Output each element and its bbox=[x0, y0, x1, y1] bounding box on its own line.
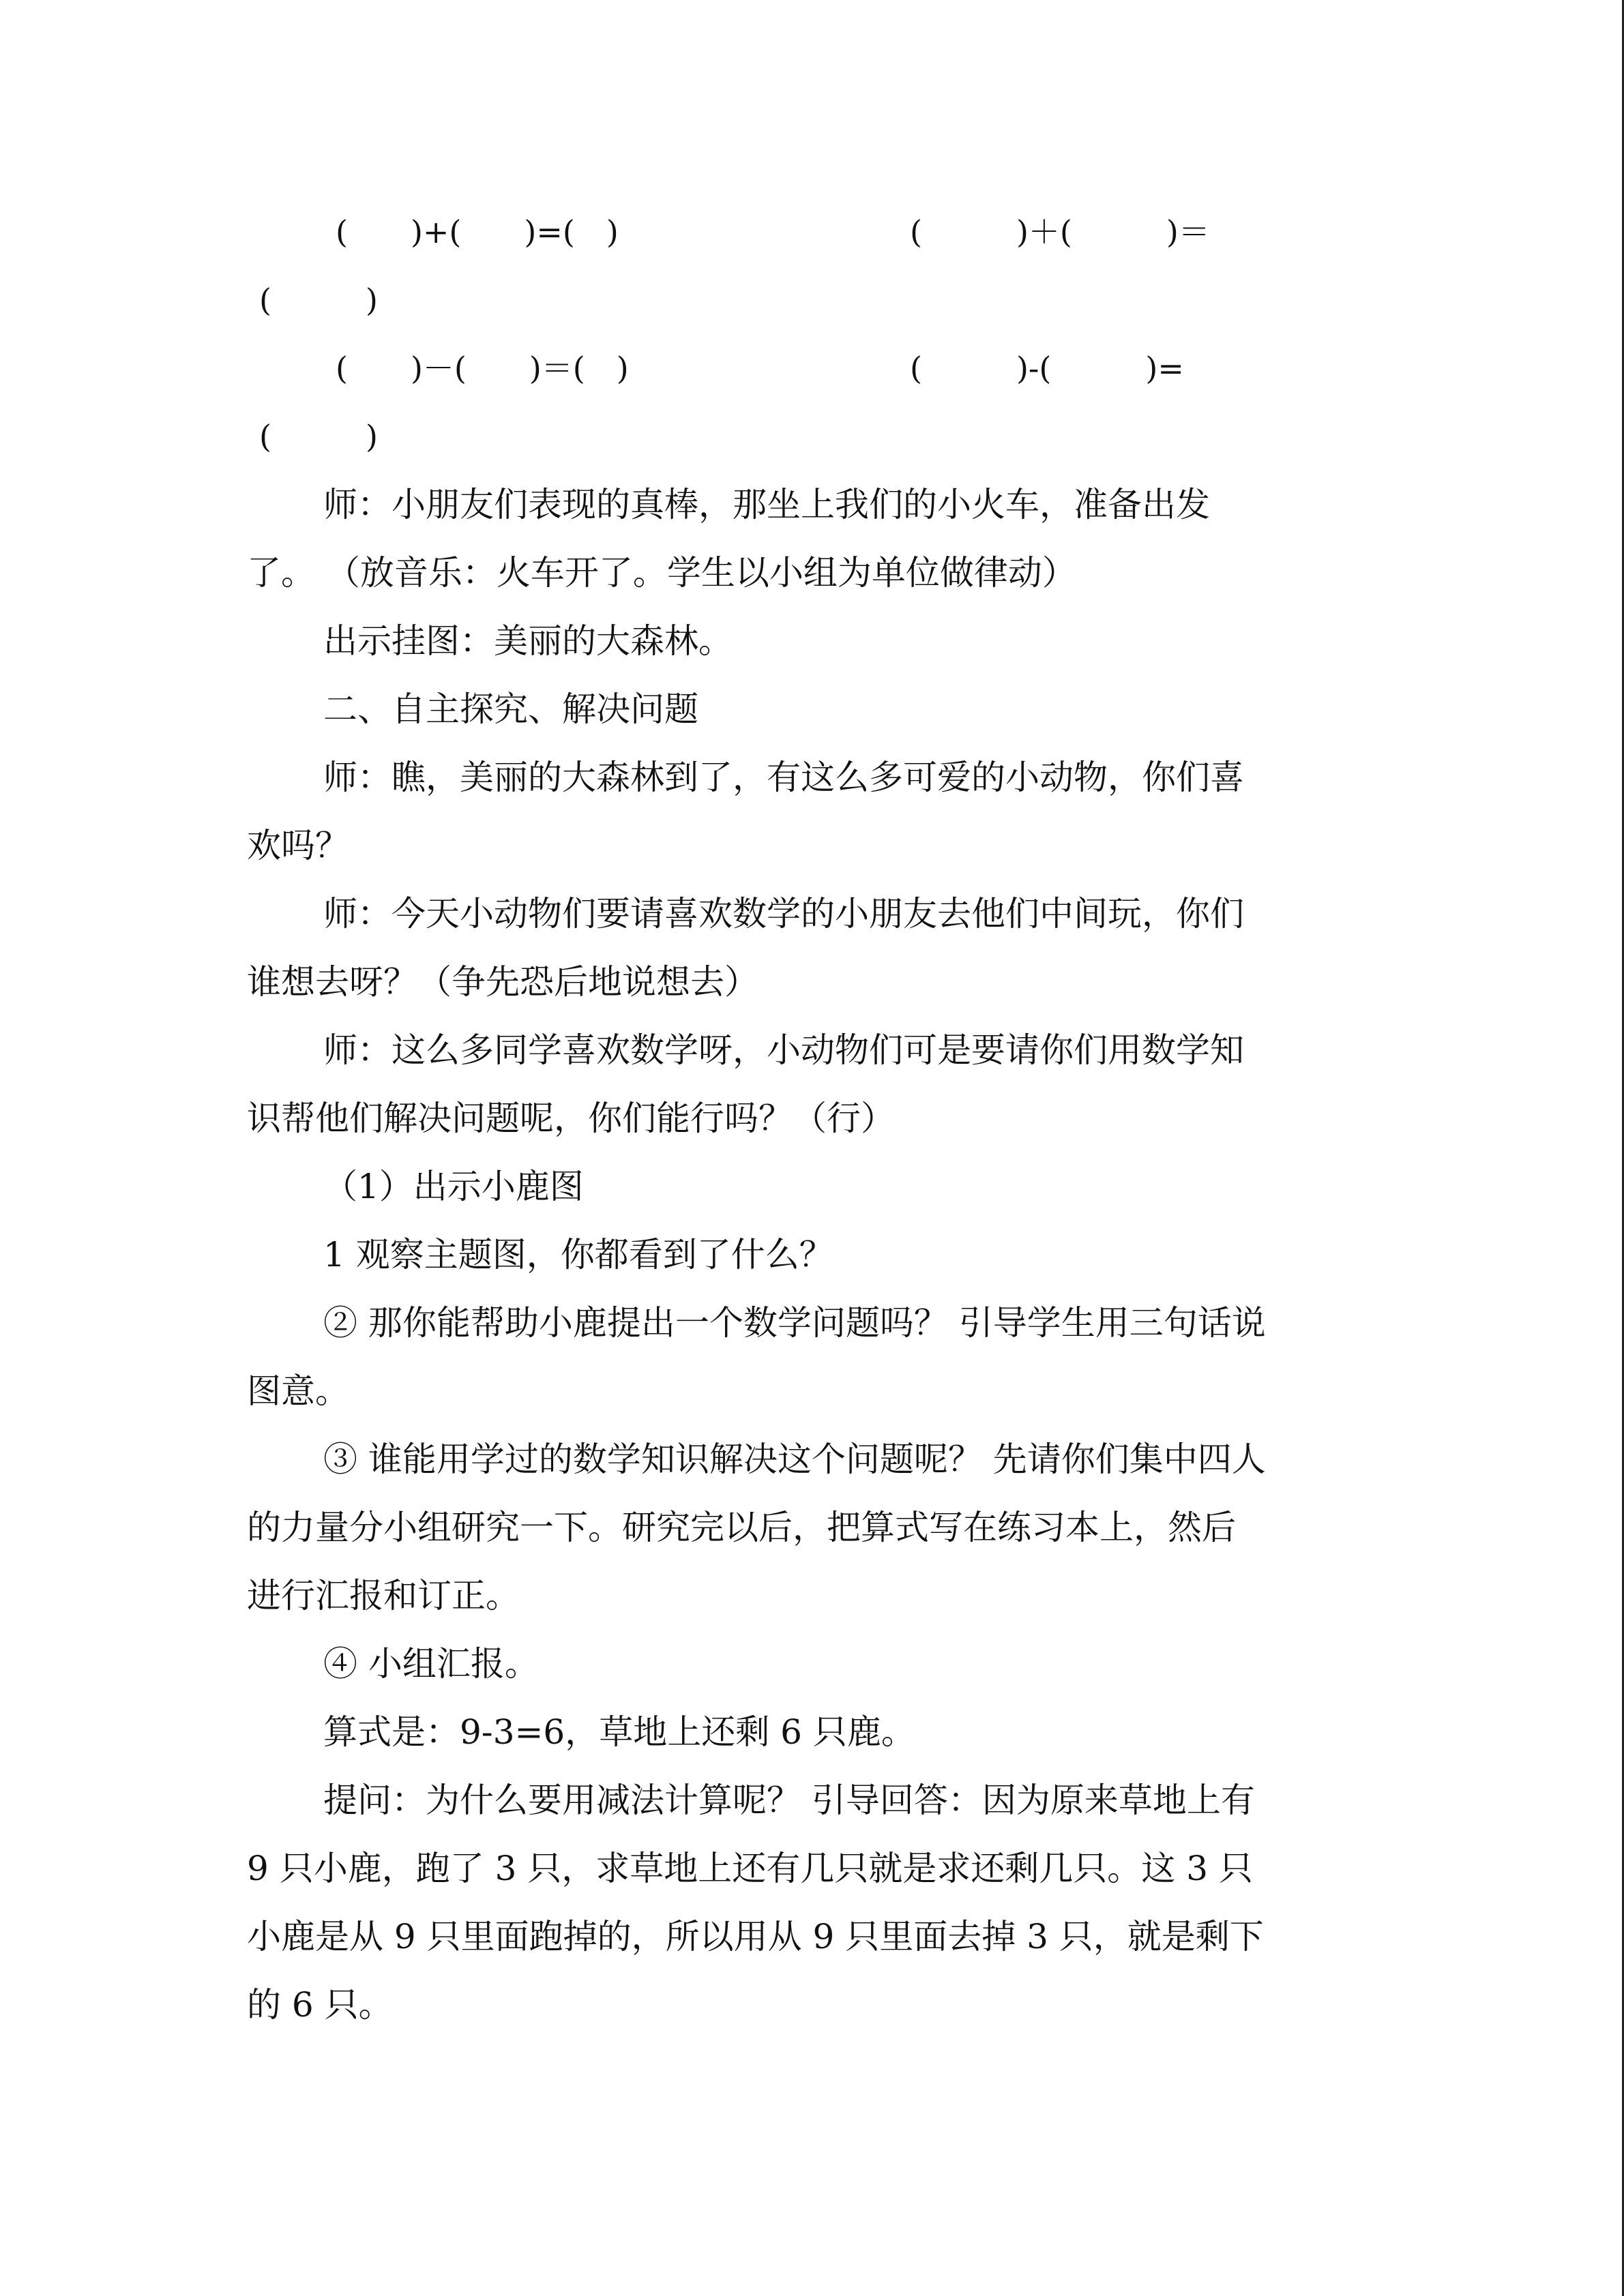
text-line: 的力量分小组研究一下。研究完以后，把算式写在练习本上，然后 bbox=[247, 1508, 1236, 1547]
text-line: 出示挂图：美丽的大森林。 bbox=[323, 621, 733, 661]
text-line: 识帮他们解决问题呢，你们能行吗？（行） bbox=[247, 1099, 895, 1138]
text-line: 欢吗？ bbox=[247, 826, 349, 865]
text-line: 小鹿是从 9 只里面跑掉的，所以用从 9 只里面去掉 3 只，就是剩下 bbox=[247, 1917, 1264, 1956]
text-line: ④ 小组汇报。 bbox=[323, 1644, 539, 1684]
text-line: 进行汇报和订正。 bbox=[247, 1576, 520, 1615]
addition-equation-right: ( )＋( )＝ bbox=[910, 213, 1210, 250]
section-heading: 二、自主探究、解决问题 bbox=[323, 689, 698, 729]
addition-equation-left: ( )+( )=( ) bbox=[336, 213, 619, 250]
text-line: 师：瞧，美丽的大森林到了，有这么多可爱的小动物，你们喜 bbox=[323, 758, 1244, 797]
equation-row-2-continuation: ( ) bbox=[259, 418, 378, 455]
equation-row-1 bbox=[247, 198, 1393, 266]
text-line: ② 那你能帮助小鹿提出一个数学问题吗？ 引导学生用三句话说 bbox=[323, 1303, 1266, 1343]
text-line: （1）出示小鹿图 bbox=[323, 1167, 584, 1206]
text-line: 的 6 只。 bbox=[247, 1985, 393, 2025]
equation-row-2 bbox=[247, 334, 1393, 402]
text-line: 师：这么多同学喜欢数学呀，小动物们可是要请你们用数学知 bbox=[323, 1030, 1244, 1070]
subtraction-equation-right: ( )-( )= bbox=[910, 350, 1184, 387]
text-line: 9 只小鹿，跑了 3 只，求草地上还有几只就是求还剩几只。这 3 只 bbox=[247, 1849, 1253, 1888]
text-line: 提问：为什么要用减法计算呢？ 引导回答：因为原来草地上有 bbox=[323, 1780, 1255, 1820]
text-line: 谁想去呀？（争先恐后地说想去） bbox=[247, 962, 758, 1002]
text-line: 算式是：9-3=6，草地上还剩 6 只鹿。 bbox=[323, 1712, 915, 1752]
text-line: 师：小朋友们表现的真棒，那坐上我们的小火车，准备出发 bbox=[323, 485, 1210, 524]
subtraction-equation-left: ( )－( )＝( ) bbox=[336, 350, 629, 387]
document-body bbox=[247, 198, 1393, 2039]
text-line: ③ 谁能用学过的数学知识解决这个问题呢？ 先请你们集中四人 bbox=[323, 1440, 1266, 1479]
text-line: 图意。 bbox=[247, 1371, 349, 1411]
text-line: 1 观察主题图，你都看到了什么？ bbox=[323, 1235, 833, 1274]
equation-row-1-continuation: ( ) bbox=[259, 282, 378, 318]
text-line: 师：今天小动物们要请喜欢数学的小朋友去他们中间玩，你们 bbox=[323, 894, 1244, 934]
text-line: 了。 （放音乐：火车开了。学生以小组为单位做律动） bbox=[247, 553, 1076, 593]
